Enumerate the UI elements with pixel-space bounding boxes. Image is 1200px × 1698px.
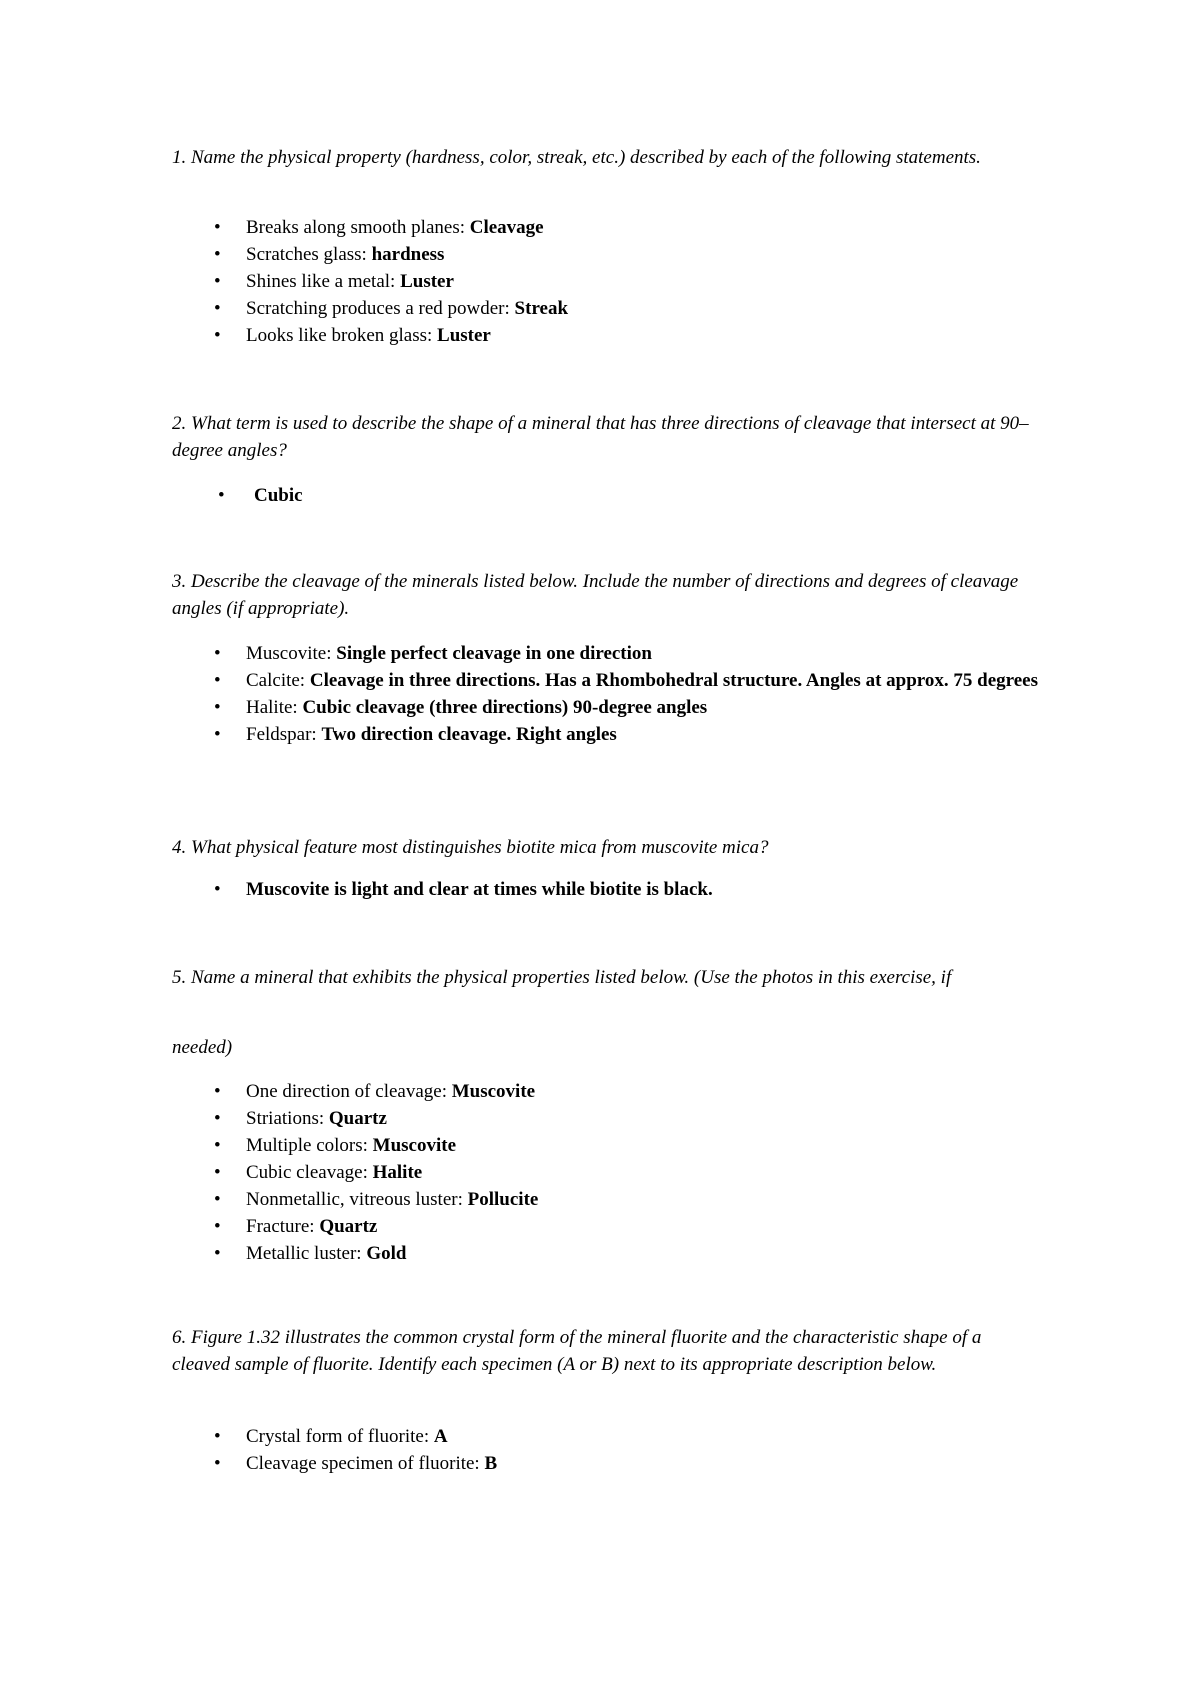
list-item: • Metallic luster: Gold	[172, 1240, 1042, 1267]
question-4-prompt: 4. What physical feature most distinguishes biotite mica from muscovite mica?	[172, 837, 769, 858]
bullet-icon: •	[214, 1243, 221, 1264]
bullet-icon: •	[214, 670, 221, 691]
list-item: • Striations: Quartz	[172, 1105, 1042, 1132]
list-item: • Muscovite is light and clear at times while biotite is black.	[172, 876, 1042, 903]
bullet-icon: •	[214, 244, 221, 265]
list-item: • Cubic cleavage: Halite	[172, 1159, 1042, 1186]
bullet-icon: •	[214, 643, 221, 664]
list-item: • Nonmetallic, vitreous luster: Pollucite	[172, 1186, 1042, 1213]
bullet-icon: •	[214, 1426, 221, 1447]
bullet-icon: •	[214, 724, 221, 745]
bullet-icon: •	[214, 1081, 221, 1102]
list-item: • Cleavage specimen of fluorite: B	[172, 1450, 1042, 1477]
bullet-icon: •	[218, 485, 225, 506]
question-6-prompt: 6. Figure 1.32 illustrates the common crystal form of the mineral fluorite and the characteristic shape of a cleaved sample of fluorite. Identify each specimen (A or B) next to its appropriate description below.	[172, 1327, 982, 1375]
list-item: • Scratches glass: hardness	[172, 241, 1042, 268]
bullet-icon: •	[214, 1189, 221, 1210]
list-item: • Breaks along smooth planes: Cleavage	[172, 214, 1042, 241]
question-2-prompt: 2. What term is used to describe the shape of a mineral that has three directions of cleavage that intersect at 90–degree angles?	[172, 413, 1029, 461]
list-item: • Cubic	[172, 482, 1042, 509]
list-item: • Calcite: Cleavage in three directions. Has a Rhombohedral structure. Angles at approx. 75 degrees	[172, 667, 1042, 694]
list-item: • Feldspar: Two direction cleavage. Right angles	[172, 721, 1042, 748]
question-6-answers	[172, 1423, 1042, 1477]
list-item: • One direction of cleavage: Muscovite	[172, 1078, 1042, 1105]
list-item: • Scratching produces a red powder: Streak	[172, 295, 1042, 322]
question-5-prompt: 5. Name a mineral that exhibits the physical properties listed below. (Use the photos in this exercise, if	[172, 967, 952, 988]
bullet-icon: •	[214, 879, 221, 900]
question-4-answers	[172, 876, 1042, 903]
bullet-icon: •	[214, 1162, 221, 1183]
list-item: • Halite: Cubic cleavage (three directions) 90-degree angles	[172, 694, 1042, 721]
list-item: • Looks like broken glass: Luster	[172, 322, 1042, 349]
question-5-continuation: needed)	[172, 1037, 233, 1058]
list-item: • Shines like a metal: Luster	[172, 268, 1042, 295]
question-5-answers	[172, 1078, 1042, 1267]
list-item: • Multiple colors: Muscovite	[172, 1132, 1042, 1159]
list-item: • Muscovite: Single perfect cleavage in one direction	[172, 640, 1042, 667]
bullet-icon: •	[214, 1108, 221, 1129]
bullet-icon: •	[214, 697, 221, 718]
question-3-answers	[172, 640, 1042, 748]
bullet-icon: •	[214, 298, 221, 319]
question-3-prompt: 3. Describe the cleavage of the minerals listed below. Include the number of directions and degrees of cleavage angles (if appropriate).	[172, 571, 1019, 619]
bullet-icon: •	[214, 325, 221, 346]
question-2-answers	[172, 482, 1042, 509]
bullet-icon: •	[214, 1453, 221, 1474]
list-item: • Fracture: Quartz	[172, 1213, 1042, 1240]
question-1-answers	[172, 214, 1042, 349]
bullet-icon: •	[214, 1135, 221, 1156]
question-1-prompt: 1. Name the physical property (hardness, color, streak, etc.) described by each of the following statements.	[172, 147, 981, 168]
list-item: • Crystal form of fluorite: A	[172, 1423, 1042, 1450]
bullet-icon: •	[214, 1216, 221, 1237]
bullet-icon: •	[214, 217, 221, 238]
bullet-icon: •	[214, 271, 221, 292]
